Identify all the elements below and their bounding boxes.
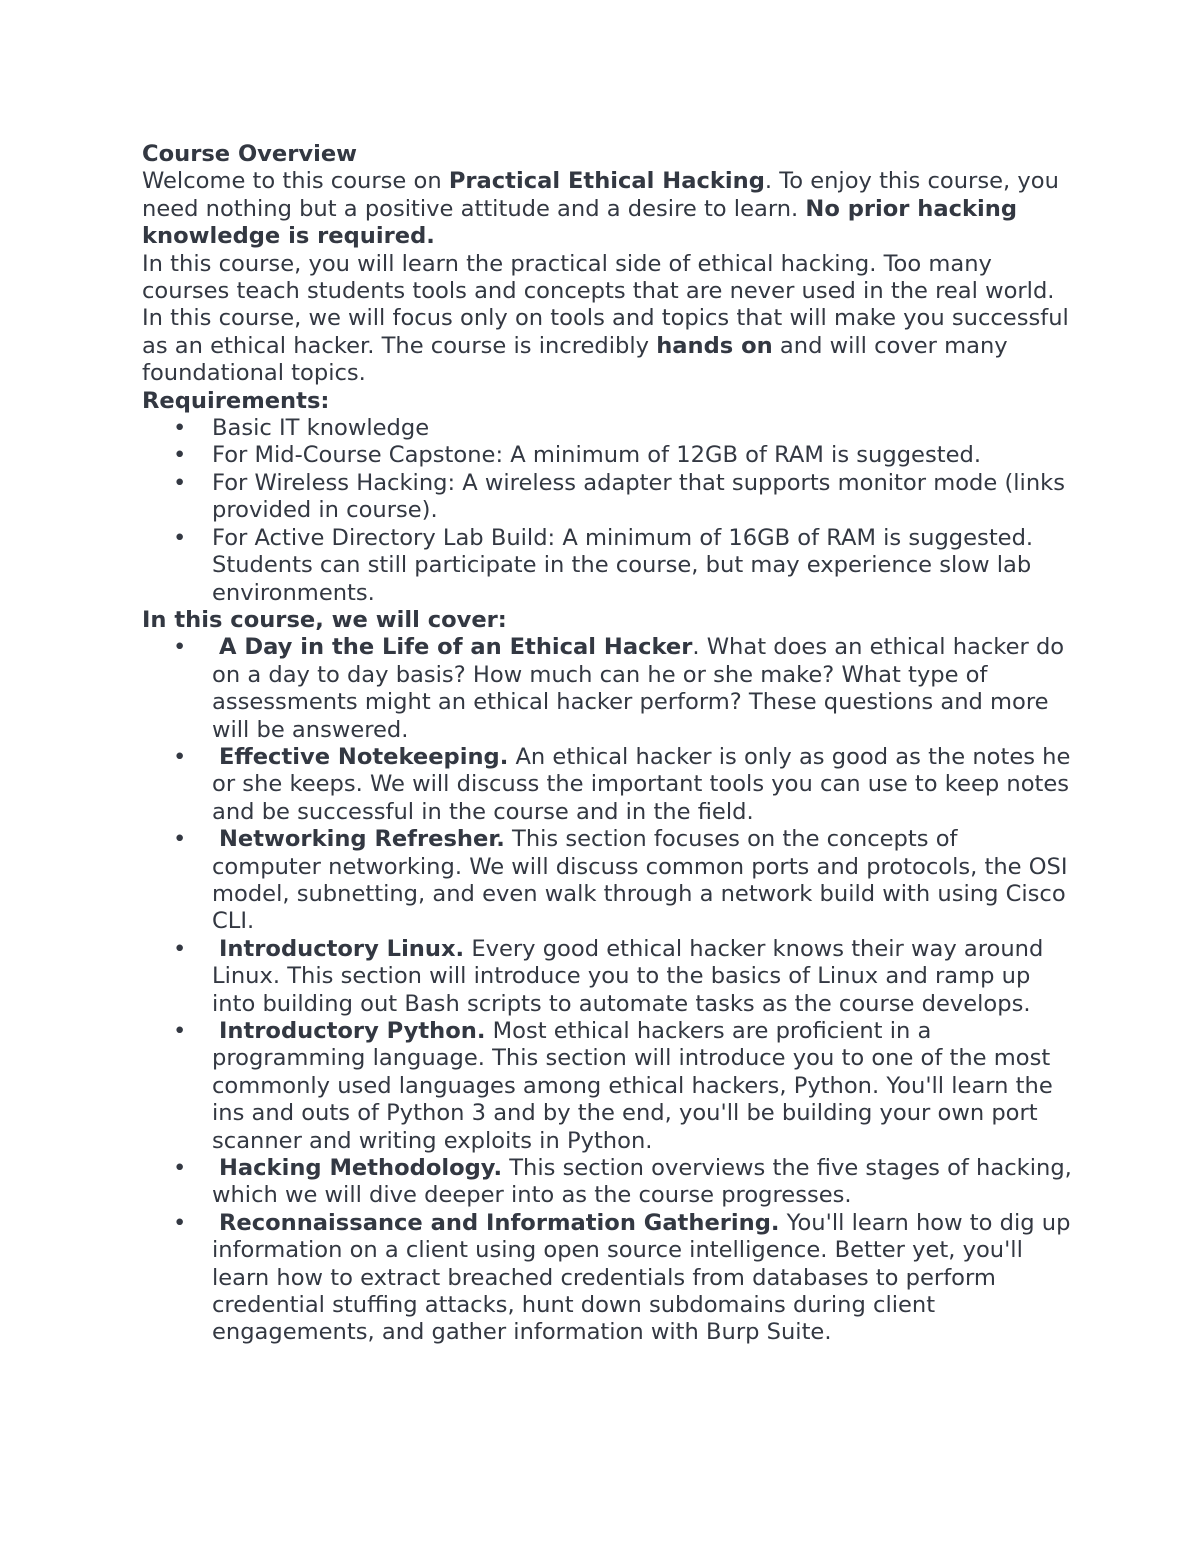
topic-item bbox=[142, 634, 1072, 744]
intro-text-1: Welcome to this course on bbox=[142, 168, 449, 195]
bullet-icon: • bbox=[173, 1018, 187, 1044]
topic-title: Reconnaissance and Information Gathering. bbox=[219, 1209, 780, 1236]
requirement-text: For Wireless Hacking: A wireless adapter that supports monitor mode (links provided in course). bbox=[212, 469, 1066, 524]
practical-text-1: In this course, you will learn the practical side of ethical hacking. Too many courses teach students tools and concepts that are never used in the real world. In this course, we will focus only on tools and topics that will make you successful as an ethical hacker. The course is incredibly bbox=[142, 250, 1069, 359]
requirements-heading: Requirements: bbox=[142, 387, 330, 414]
topic-description: . What does an ethical hacker do on a day to day basis? How much can he or she make? What type of assessments might an ethical hacker perform? These questions and more will be answered. bbox=[212, 634, 1065, 743]
bullet-icon: • bbox=[173, 935, 187, 962]
topic-item bbox=[142, 1018, 1072, 1155]
bullet-icon: • bbox=[173, 415, 187, 442]
topic-item bbox=[142, 1210, 1072, 1347]
practical-text-2: and will cover many foundational topics. bbox=[142, 332, 1008, 387]
requirement-item bbox=[142, 415, 1072, 442]
bullet-icon: • bbox=[173, 1155, 187, 1182]
requirement-text: For Active Directory Lab Build: A minimum of 16GB of RAM is suggested. Students can still participate in the course, but may experience slow lab environments. bbox=[212, 524, 1034, 606]
topic-item bbox=[142, 1155, 1072, 1210]
hands-on-emphasis: hands on bbox=[656, 332, 773, 359]
requirement-item bbox=[142, 525, 1072, 607]
bullet-icon: • bbox=[173, 442, 187, 469]
bullet-icon: • bbox=[173, 634, 187, 661]
course-topics-list bbox=[142, 634, 1072, 1347]
course-overview-heading: Course Overview bbox=[142, 141, 358, 167]
bullet-icon: • bbox=[173, 524, 187, 551]
no-prior-knowledge-note: No prior hacking knowledge is required. bbox=[142, 195, 1018, 250]
practical-side-paragraph bbox=[142, 251, 1072, 388]
topic-title: A Day in the Life of an Ethical Hacker bbox=[219, 634, 693, 661]
bullet-icon: • bbox=[173, 826, 187, 853]
topic-description: This section overviews the five stages of hacking, which we will dive deeper into as the course progresses. bbox=[212, 1155, 1072, 1209]
topic-description: An ethical hacker is only as good as the notes he or she keeps. We will discuss the important tools you can use to keep notes and be successful in the course and in the field. bbox=[212, 743, 1071, 825]
course-name: Practical Ethical Hacking bbox=[448, 168, 765, 195]
requirements-list bbox=[142, 415, 1072, 607]
topic-item bbox=[142, 936, 1072, 1018]
topic-description: This section focuses on the concepts of computer networking. We will discuss common ports and protocols, the OSI model, subnetting, and even walk through a network build with using Cisco CLI. bbox=[212, 826, 1068, 935]
topic-description: You'll learn how to dig up information on a client using open source intelligence. Better yet, you'll learn how to extract breached credentials from databases to perform credential stuffing attacks, hunt down subdomains during client engagements, and gather information with Burp Suite. bbox=[212, 1209, 1071, 1346]
topic-description: Most ethical hackers are proficient in a programming language. This section will introduce you to one of the most commonly used languages among ethical hackers, Python. You'll learn the ins and outs of Python 3 and by the end, you'll be building your own port scanner and writing exploits in Python. bbox=[212, 1018, 1053, 1154]
bullet-icon: • bbox=[173, 743, 187, 770]
intro-text-2: . To enjoy this course, you need nothing but a positive attitude and a desire to learn. bbox=[142, 168, 1059, 222]
topic-title: Networking Refresher. bbox=[219, 826, 505, 853]
course-cover-heading: In this course, we will cover: bbox=[142, 606, 507, 633]
topic-title: Introductory Python. bbox=[219, 1018, 486, 1044]
requirement-text: Basic IT knowledge bbox=[212, 415, 430, 442]
topic-title: Effective Notekeeping. bbox=[219, 743, 509, 770]
bullet-icon: • bbox=[173, 1209, 187, 1236]
topic-title: Introductory Linux. bbox=[219, 935, 465, 962]
requirement-item bbox=[142, 442, 1072, 469]
topic-description: Every good ethical hacker knows their way around Linux. This section will introduce you to the basics of Linux and ramp up into building out Bash scripts to automate tasks as the course develops. bbox=[212, 935, 1044, 1017]
requirement-item bbox=[142, 470, 1072, 525]
topic-item bbox=[142, 744, 1072, 826]
document-page bbox=[142, 141, 1072, 1347]
intro-paragraph bbox=[142, 168, 1072, 250]
bullet-icon: • bbox=[173, 469, 187, 496]
topic-title: Hacking Methodology. bbox=[219, 1155, 503, 1182]
topic-item bbox=[142, 826, 1072, 936]
requirement-text: For Mid-Course Capstone: A minimum of 12GB of RAM is suggested. bbox=[212, 442, 982, 469]
